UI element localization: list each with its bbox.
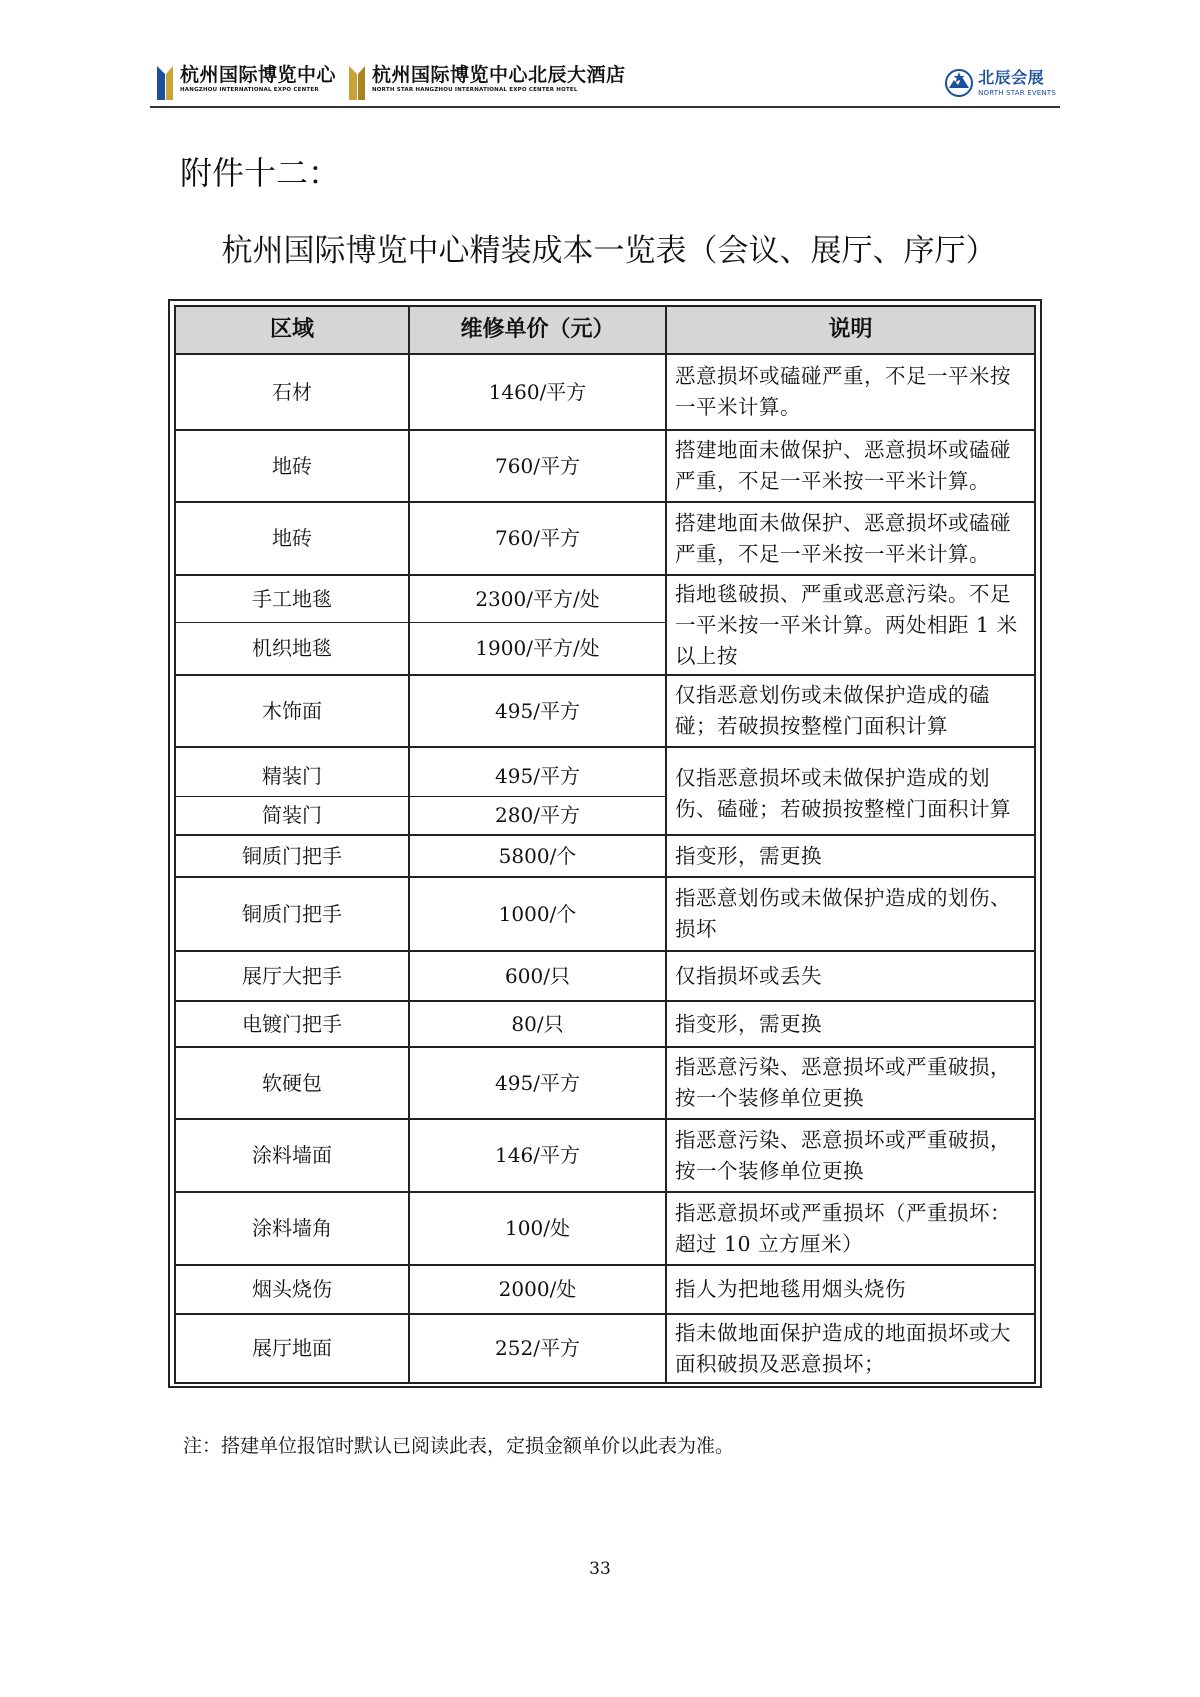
cell-price: 100/处 [505, 1216, 570, 1240]
north-star-hotel-logo [348, 64, 626, 100]
cell-area: 机织地毯 [252, 636, 332, 660]
cell-area: 电镀门把手 [242, 1011, 342, 1036]
page-number: 33 [589, 1559, 611, 1579]
hangzhou-expo-logo [156, 64, 336, 100]
cell-area: 展厅大把手 [242, 963, 342, 988]
cell-area: 木饰面 [262, 698, 322, 723]
cell-price: 495/平方 [495, 1070, 580, 1095]
cell-note: 指恶意污染、恶意损坏或严重破损，按一个装修单位更换 [675, 1127, 1011, 1183]
hotel-building-icon [348, 64, 366, 100]
page-header [150, 62, 1060, 108]
cell-note-merged: 指地毯破损、严重或恶意污染。不足一平米按一平米计算。两处相距 1 米以上按 [675, 581, 1018, 668]
cell-area: 地砖 [272, 453, 312, 478]
cell-area: 铜质门把手 [242, 901, 342, 926]
cell-note: 仅指损坏或丢失 [675, 963, 822, 988]
cell-note: 搭建地面未做保护、恶意损坏或磕碰严重，不足一平米按一平米计算。 [675, 438, 1011, 493]
cell-area: 涂料墙角 [252, 1216, 332, 1240]
cell-note: 指恶意污染、恶意损坏或严重破损，按一个装修单位更换 [675, 1055, 1011, 1110]
north-star-emblem-icon [944, 68, 974, 98]
cell-price: 495/平方 [495, 763, 580, 788]
column-header-note: 说明 [828, 317, 873, 342]
cell-note: 恶意损坏或磕碰严重，不足一平米按一平米计算。 [675, 364, 1011, 419]
cell-price: 1460/平方 [488, 379, 587, 404]
north-star-events-logo [944, 68, 1056, 98]
cell-area: 烟头烧伤 [252, 1277, 332, 1301]
cell-note: 指人为把地毯用烟头烧伤 [675, 1277, 906, 1301]
logo1-english: HANGZHOU INTERNATIONAL EXPO CENTER [180, 87, 319, 93]
cell-area: 石材 [272, 379, 312, 404]
cell-price: 2000/处 [498, 1277, 577, 1301]
cell-price: 252/平方 [495, 1336, 580, 1360]
cell-price: 600/只 [505, 963, 570, 988]
cell-area: 精装门 [262, 763, 322, 788]
logo2-english: NORTH STAR HANGZHOU INTERNATIONAL EXPO CENTER HOTEL [372, 87, 578, 93]
logo1-chinese: 杭州国际博览中心 [180, 64, 337, 86]
cell-price: 80/只 [511, 1011, 564, 1036]
cell-area: 软硬包 [262, 1070, 322, 1095]
logo3-english: NORTH STAR EVENTS [978, 89, 1056, 97]
page-title [0, 225, 1200, 270]
cell-area: 展厅地面 [252, 1336, 332, 1360]
column-header-area: 区域 [269, 317, 314, 342]
cell-price: 760/平方 [495, 526, 580, 550]
cell-note: 指恶意划伤或未做保护造成的划伤、损坏 [675, 886, 1011, 941]
cell-price: 5800/个 [498, 843, 577, 868]
cell-note: 仅指恶意划伤或未做保护造成的磕碰；若破损按整樘门面积计算 [675, 683, 990, 738]
expo-building-icon [156, 64, 174, 100]
cell-area: 简装门 [262, 803, 322, 827]
cell-note: 指恶意损坏或严重损坏（严重损坏：超过 10 立方厘米） [675, 1200, 1011, 1256]
cell-price: 1900/平方/处 [475, 636, 600, 660]
page-title-text: 杭州国际博览中心精装成本一览表（会议、展厅、序厅） [221, 233, 997, 269]
column-header-price: 维修单价（元） [460, 317, 615, 342]
attachment-label: 附件十二： [180, 154, 341, 192]
cell-note: 指变形，需更换 [675, 843, 822, 868]
cell-note: 指未做地面保护造成的地面损坏或大面积破损及恶意损坏； [675, 1320, 1011, 1376]
table-border-right [1034, 305, 1036, 1382]
table-line [174, 746, 1036, 748]
cell-price: 760/平方 [495, 453, 580, 478]
cell-price: 280/平方 [495, 803, 580, 827]
cell-price: 2300/平方/处 [475, 586, 600, 611]
logo3-chinese: 北辰会展 [978, 68, 1045, 87]
cell-area: 手工地毯 [252, 586, 332, 611]
cell-price: 1000/个 [498, 901, 577, 926]
table-line [174, 1382, 1036, 1384]
logo2-chinese: 杭州国际博览中心北辰大酒店 [372, 64, 626, 86]
cell-area: 涂料墙面 [252, 1143, 332, 1167]
cell-note-merged: 仅指恶意损坏或未做保护造成的划伤、磕碰；若破损按整樘门面积计算 [675, 766, 1011, 821]
cell-area: 地砖 [272, 526, 312, 550]
cell-note: 搭建地面未做保护、恶意损坏或磕碰严重，不足一平米按一平米计算。 [675, 510, 1011, 566]
footnote: 注：搭建单位报馆时默认已阅读此表，定损金额单价以此表为准。 [183, 1435, 735, 1457]
cell-price: 495/平方 [495, 698, 580, 723]
cell-area: 铜质门把手 [242, 843, 342, 868]
cell-note: 指变形，需更换 [675, 1011, 822, 1036]
cell-price: 146/平方 [495, 1143, 580, 1167]
